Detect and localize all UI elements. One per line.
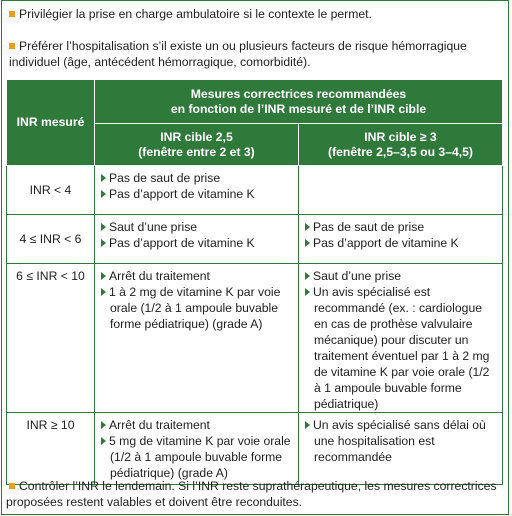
triangle-bullet-icon bbox=[101, 421, 106, 429]
table-row bbox=[7, 264, 503, 413]
list-item: Pas d’apport de vitamine K bbox=[305, 235, 498, 251]
triangle-bullet-icon bbox=[305, 288, 310, 296]
table-row bbox=[7, 215, 503, 264]
triangle-bullet-icon bbox=[101, 190, 106, 198]
triangle-bullet-icon bbox=[305, 272, 310, 280]
cible-3-cell bbox=[299, 215, 503, 264]
list-item: 1 à 2 mg de vitamine K par voie orale (1/2 à 1 ampoule buvable forme pédiatrique) (grade A) bbox=[101, 284, 294, 332]
triangle-bullet-icon bbox=[305, 421, 310, 429]
list-item: Saut d’une prise bbox=[101, 219, 294, 235]
table-row bbox=[7, 413, 503, 485]
inr-value: INR < 4 bbox=[7, 166, 95, 215]
list-item: Pas d’apport de vitamine K bbox=[101, 186, 294, 202]
list-item: Un avis spécialisé est recommandé (ex. : cardiologue en cas de prothèse valvulaire mécanique) pour discuter un traitement éventuel par 1 à 2 mg de vitamine K par voie orale (1/2 à 1 ampoule buvable forme pédiatrique) bbox=[305, 284, 498, 412]
triangle-bullet-icon bbox=[101, 437, 106, 445]
orange-square-bullet-icon bbox=[9, 43, 15, 49]
cible-2-5-cell bbox=[95, 215, 299, 264]
triangle-bullet-icon bbox=[101, 288, 106, 296]
note-hospitalisation: Préférer l’hospitalisation s’il existe un ou plusieurs facteurs de risque hémorragique individuel (âge, antécédent hémorragique, comorbidité). bbox=[9, 39, 467, 69]
table-row bbox=[7, 166, 503, 215]
list-item: Un avis spécialisé sans délai où une hospitalisation est recommandée bbox=[305, 417, 498, 465]
orange-square-bullet-icon bbox=[9, 483, 15, 489]
list-item: Pas d’apport de vitamine K bbox=[101, 235, 294, 251]
list-item: Saut d’une prise bbox=[305, 268, 498, 284]
header-inr-cible-3: INR cible ≥ 3 (fenêtre 2,5–3,5 ou 3–4,5) bbox=[299, 124, 503, 166]
inr-value: 6 ≤ INR < 10 bbox=[7, 264, 95, 413]
inr-value: INR ≥ 10 bbox=[7, 413, 95, 485]
triangle-bullet-icon bbox=[101, 174, 106, 182]
header-mesures-correctrices: Mesures correctrices recommandées en fonction de l’INR mesuré et de l’INR cible bbox=[95, 80, 503, 124]
triangle-bullet-icon bbox=[305, 239, 310, 247]
list-item: Pas de saut de prise bbox=[101, 170, 294, 186]
list-item: 5 mg de vitamine K par voie orale (1/2 à 1 ampoule buvable forme pédiatrique) (grade A) bbox=[101, 433, 294, 481]
cible-2-5-cell bbox=[95, 413, 299, 485]
cible-3-cell bbox=[299, 413, 503, 485]
header-inr-cible-2-5: INR cible 2,5 (fenêtre entre 2 et 3) bbox=[95, 124, 299, 166]
orange-square-bullet-icon bbox=[9, 11, 15, 17]
cible-3-cell bbox=[299, 264, 503, 413]
cible-2-5-cell bbox=[95, 166, 299, 215]
triangle-bullet-icon bbox=[305, 223, 310, 231]
cible-2-5-cell bbox=[95, 264, 299, 413]
triangle-bullet-icon bbox=[101, 223, 106, 231]
header-inr-mesure: INR mesuré bbox=[7, 80, 95, 166]
list-item: Pas de saut de prise bbox=[305, 219, 498, 235]
inr-value: 4 ≤ INR < 6 bbox=[7, 215, 95, 264]
list-item: Arrêt du traitement bbox=[101, 268, 294, 284]
list-item: Arrêt du traitement bbox=[101, 417, 294, 433]
triangle-bullet-icon bbox=[101, 239, 106, 247]
note-ambulatoire: Privilégier la prise en charge ambulatoire si le contexte le permet. bbox=[9, 6, 503, 22]
note-controle-inr: Contrôler l’INR le lendemain. Si l’INR reste suprathérapeutique, les mesures correctrices proposées restent valables et doivent être reconduites. bbox=[6, 479, 497, 509]
inr-table bbox=[6, 79, 503, 485]
triangle-bullet-icon bbox=[101, 272, 106, 280]
cible-3-cell bbox=[299, 166, 503, 215]
